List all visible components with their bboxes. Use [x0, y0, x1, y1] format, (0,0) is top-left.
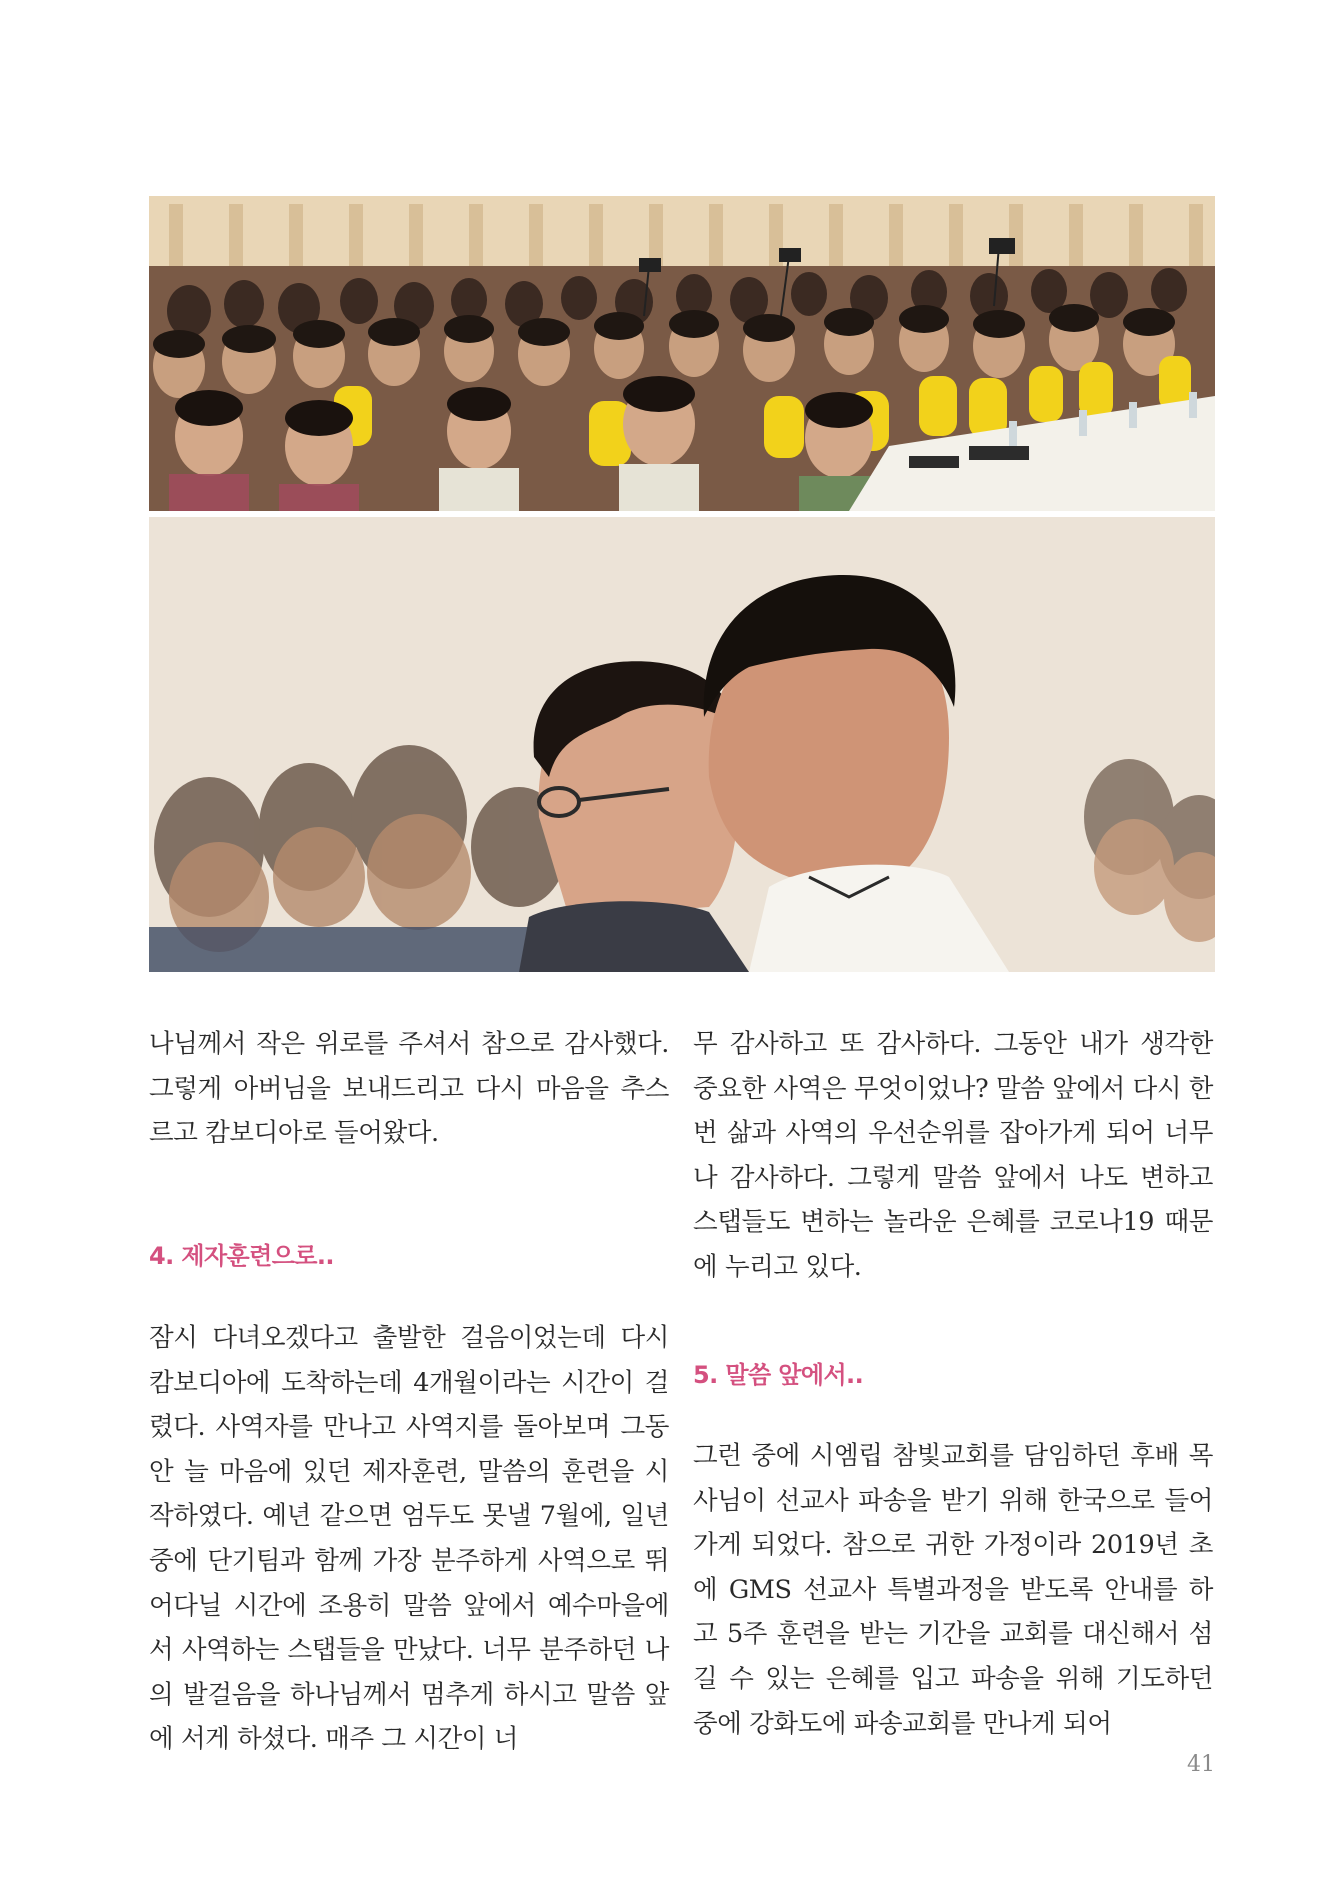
- paragraph-text: 그런 중에 시엠립 참빛교회를 담임하던 후배 목사님이 선교사 파송을 받기 위해 한국으로 들어가게 되었다. 참으로 귀한 가정이라 2019년 초에 GMS 선교사 특별과정을 받도록 안내를 하고 5주 훈련을 받는 기간을 교회를 대신해서 섬길 수 있는 은혜를 입고 파송을 위해 기도하던 중에 강화도에 파송교회를 만나게 되어: [693, 1441, 1213, 1739]
- two-men-profile-photo: [149, 517, 1215, 972]
- right-column-intro: [693, 1022, 1213, 1290]
- section-heading-discipleship: 4. 제자훈련으로..: [149, 1242, 334, 1270]
- left-column-section4: [149, 1316, 669, 1762]
- paragraph-text: 무 감사하고 또 감사하다. 그동안 내가 생각한 중요한 사역은 무엇이었나? 말씀 앞에서 다시 한번 삶과 사역의 우선순위를 잡아가게 되어 너무나 감사하다. 그렇게 말씀 앞에서 나도 변하고 스탭들도 변하는 놀라운 은혜를 코로나19 때문에 누리고 있다.: [693, 1029, 1213, 1282]
- page-number: 41: [1187, 1752, 1215, 1777]
- conference-audience-photo: [149, 196, 1215, 511]
- paragraph-text: 잠시 다녀오겠다고 출발한 걸음이었는데 다시 캄보디아에 도착하는데 4개월이라는 시간이 걸렸다. 사역자를 만나고 사역지를 돌아보며 그동안 늘 마음에 있던 제자훈련, 말씀의 훈련을 시작하였다. 예년 같으면 엄두도 못낼 7월에, 일년 중에 단기팀과 함께 가장 분주하게 사역으로 뛰어다닐 시간에 조용히 말씀 앞에서 예수마을에서 사역하는 스탭들을 만났다. 너무 분주하던 나의 발걸음을 하나님께서 멈추게 하시고 말씀 앞에 서게 하셨다. 매주 그 시간이 너: [149, 1323, 669, 1755]
- section-heading-before-the-word: 5. 말씀 앞에서..: [693, 1361, 864, 1389]
- paragraph-text: 나님께서 작은 위로를 주셔서 참으로 감사했다. 그렇게 아버님을 보내드리고 다시 마음을 추스르고 캄보디아로 들어왔다.: [149, 1029, 669, 1149]
- left-column-intro: [149, 1022, 669, 1156]
- right-column-section5: [693, 1434, 1213, 1746]
